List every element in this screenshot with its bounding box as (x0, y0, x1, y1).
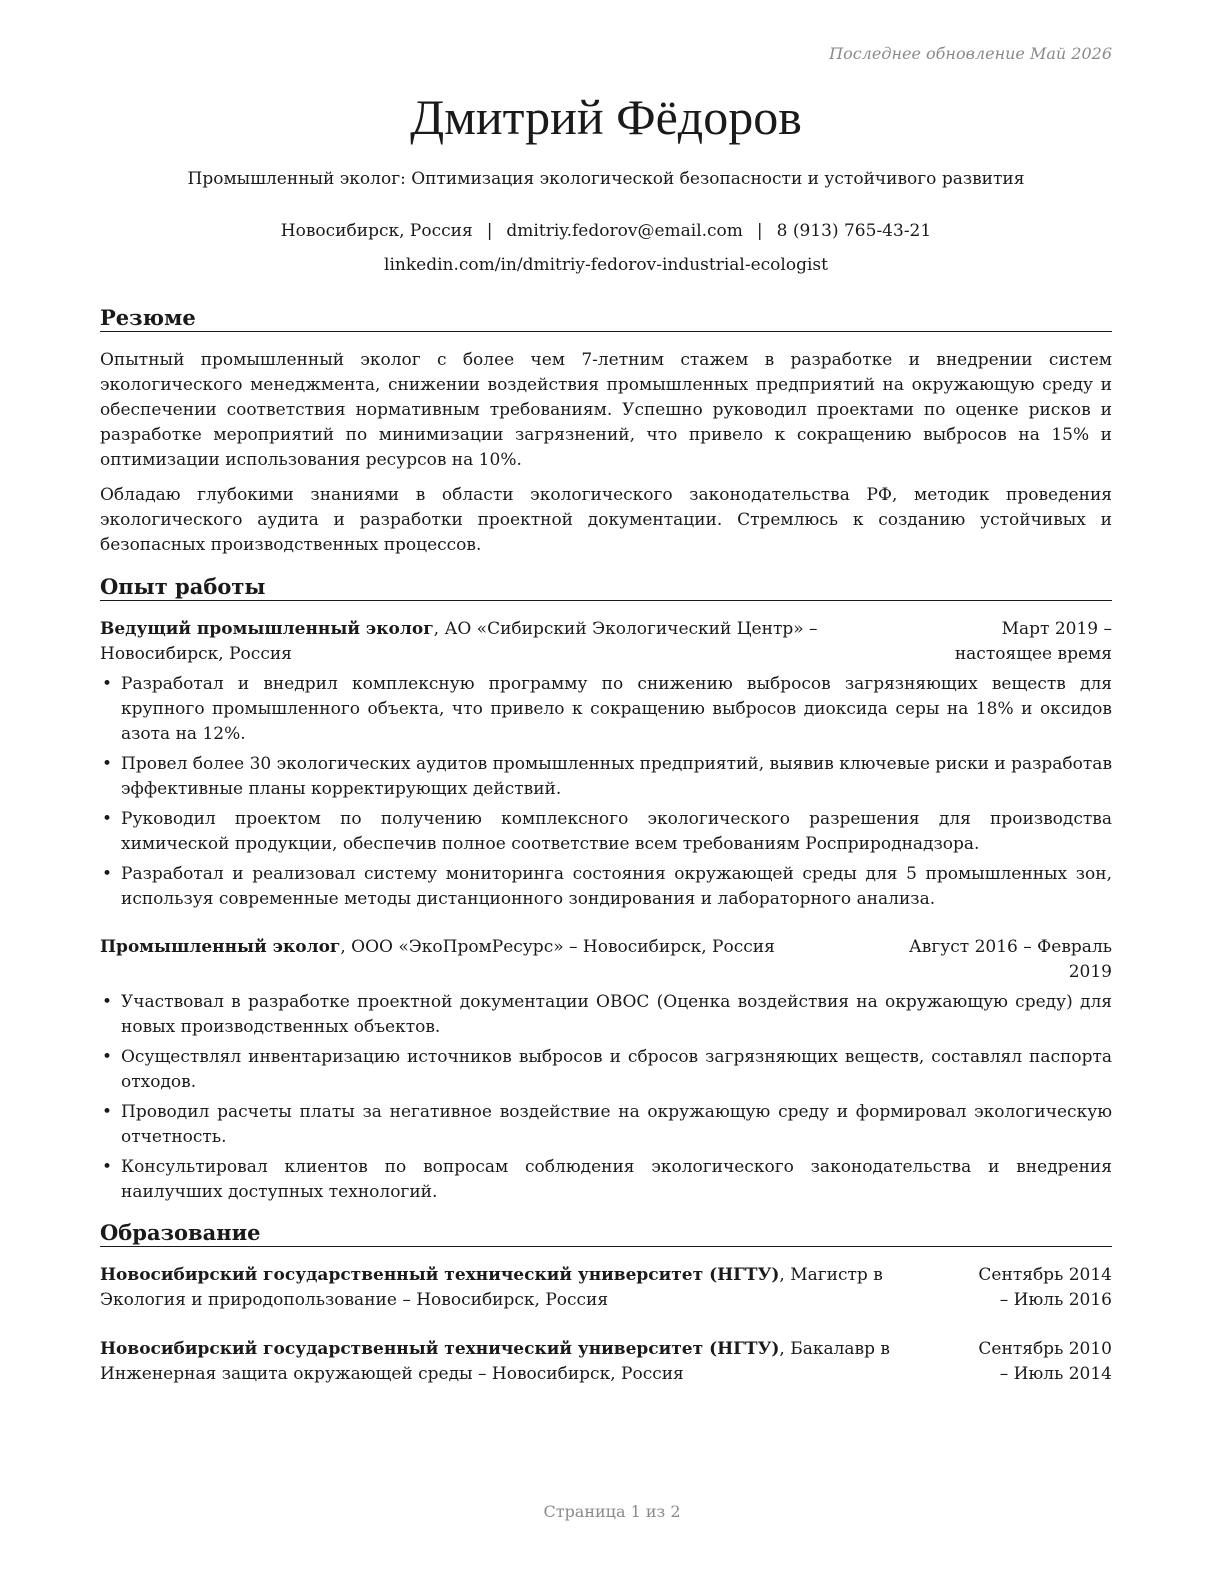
summary-paragraph: Опытный промышленный эколог с более чем 7-летним стажем в разработке и внедрении систем экологического менеджмента, снижении воздействия промышленных предприятий на окружающую среду и обеспечении соответствия нормативным требованиям. Успешно руководил проектами по оценке рисков и разработке мероприятий по минимизации загрязнений, что привело к сокращению выбросов на 15% и оптимизации использования ресурсов на 10%. (100, 350, 1112, 470)
education-school: Новосибирский государственный технический университет (НГТУ) (100, 1265, 780, 1285)
bullet-icon: • (102, 992, 113, 1012)
list-item: • Провел более 30 экологических аудитов промышленных предприятий, выявив ключевые риски и разработав эффективные планы корректирующих действий. (102, 754, 1113, 799)
bullet-icon: • (102, 1102, 113, 1122)
location: Новосибирск, Россия (280, 221, 473, 241)
job-position: Промышленный эколог (100, 937, 341, 957)
bullet-icon: • (102, 754, 113, 774)
job-bullets (100, 672, 1112, 917)
list-item: • Руководил проектом по получению комплексного экологического разрешения для производства химической продукции, обеспечив полное соответствие всем требованиям Росприроднадзора. (102, 809, 1112, 854)
job-org: , АО «Сибирский Экологический Центр» – Новосибирск, Россия (100, 619, 818, 664)
bullet-icon: • (102, 1157, 113, 1177)
list-item: • Разработал и реализовал систему мониторинга состояния окружающей среды для 5 промышленных зон, используя современные методы дистанционного зондирования и лабораторного анализа. (102, 864, 1112, 909)
job-position: Ведущий промышленный эколог (100, 619, 434, 639)
list-item: • Консультировал клиентов по вопросам соблюдения экологического законодательства и внедрения наилучших доступных технологий. (102, 1157, 1112, 1202)
tagline: Промышленный эколог: Оптимизация экологической безопасности и устойчивого развития (187, 169, 1025, 189)
education-degree: , Бакалавр в Инженерная защита окружающей среды – Новосибирск, Россия (100, 1339, 890, 1384)
section-title-summary: Резюме (100, 305, 1112, 332)
bullet-icon: • (102, 674, 113, 694)
page-number: Страница 1 из 2 (543, 1502, 681, 1521)
separator: | (756, 221, 763, 241)
candidate-name: Дмитрий Фёдоров (410, 89, 802, 145)
email-link[interactable]: dmitriy.fedorov@email.com (506, 221, 743, 241)
list-item: • Участвовал в разработке проектной документации ОВОС (Оценка воздействия на окружающую среду) для новых производственных объектов. (102, 992, 1112, 1037)
contact-line (100, 220, 1112, 242)
bullet-icon: • (102, 864, 113, 884)
bullet-icon: • (102, 809, 113, 829)
summary-paragraph: Обладаю глубокими знаниями в области экологического законодательства РФ, методик проведения экологического аудита и разработки проектной документации. Стремлюсь к созданию устойчивых и безопасных производственных процессов. (100, 485, 1112, 555)
last-updated-note: Последнее обновление Май 2026 (829, 44, 1112, 63)
job-dates: Август 2016 – Февраль 2019 (908, 937, 1112, 982)
education-dates: Сентябрь 2014 – Июль 2016 (978, 1265, 1112, 1310)
linkedin-link[interactable]: linkedin.com/in/dmitriy-fedorov-industrial-ecologist (384, 255, 828, 275)
job-dates: Март 2019 – настоящее время (954, 619, 1112, 664)
job-org: , ООО «ЭкоПромРесурс» – Новосибирск, Россия (340, 937, 775, 957)
section-title-education: Образование (100, 1220, 1112, 1247)
job-bullets (100, 990, 1112, 1210)
education-school: Новосибирский государственный технический университет (НГТУ) (100, 1339, 780, 1359)
separator: | (486, 221, 493, 241)
section-title-experience: Опыт работы (100, 574, 1112, 601)
list-item: • Осуществлял инвентаризацию источников выбросов и сбросов загрязняющих веществ, составлял паспорта отходов. (102, 1047, 1112, 1092)
education-degree: , Магистр в Экология и природопользование – Новосибирск, Россия (100, 1265, 883, 1310)
bullet-icon: • (102, 1047, 113, 1067)
list-item: • Разработал и внедрил комплексную программу по снижению выбросов загрязняющих веществ для крупного промышленного объекта, что привело к сокращению выбросов диоксида серы на 18% и оксидов азота на 12%. (102, 674, 1112, 744)
list-item: • Проводил расчеты платы за негативное воздействие на окружающую среду и формировал экологическую отчетность. (102, 1102, 1112, 1147)
education-dates: Сентябрь 2010 – Июль 2014 (978, 1339, 1112, 1384)
phone: 8 (913) 765-43-21 (776, 221, 932, 241)
